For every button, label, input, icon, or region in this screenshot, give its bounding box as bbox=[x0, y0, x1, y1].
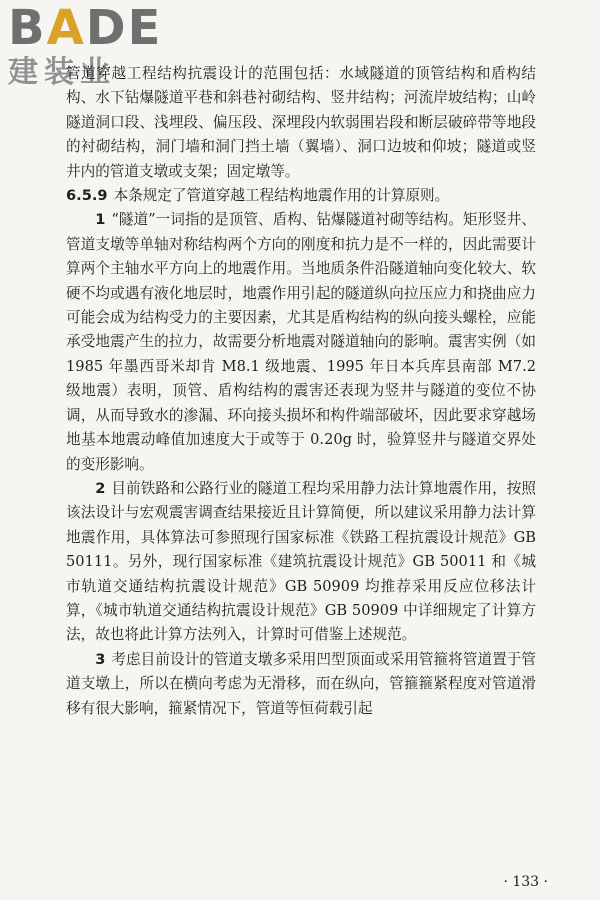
item-1 bbox=[66, 208, 536, 476]
logo-subtitle: 建装业 bbox=[8, 55, 116, 90]
section-heading-659 bbox=[66, 184, 536, 208]
item-3 bbox=[66, 648, 536, 721]
page-number: · 133 · bbox=[503, 874, 548, 890]
item-2 bbox=[66, 477, 536, 648]
logo-bade bbox=[8, 0, 163, 56]
logo-letters: DE bbox=[85, 0, 163, 56]
item-text: “隧道”一词指的是顶管、盾构、钻爆隧道衬砌等结构。矩形竖井、管道支墩等单轴对称结构两个方向的刚度和抗力是不一样的，因此需要计算两个主轴水平方向上的地震作用。当地质条件沿隧道轴向变化较大、软硬不均或遇有液化地层时，地震作用引起的隧道纵向拉压应力和挠曲应力可能会成为结构受力的主要因素，尤其是盾构结构的纵向接头螺栓，应能承受地震产生的拉力，故需要分析地震对隧道轴向的影响。震害实例（如 1985 年墨西哥米却肯 M8.1 级地震、1995 年日本兵库县南部 M7.2 级地震）表明，顶管、盾构结构的震害还表现为竖井与隧道的变位不协调，从而导致水的渗漏、环向接头损坏和构件端部破坏，因此要求穿越场地基本地震动峰值加速度大于或等于 0.20g 时，验算竖井与隧道交界处的变形影响。 bbox=[66, 211, 536, 473]
document-body bbox=[66, 62, 536, 721]
item-number: 1 bbox=[95, 211, 106, 229]
section-number: 6.5.9 bbox=[66, 187, 108, 205]
item-number: 3 bbox=[95, 650, 106, 668]
paragraph-intro: 管道穿越工程结构抗震设计的范围包括：水域隧道的顶管结构和盾构结构、水下钻爆隧道平巷和斜巷衬砌结构、竖井结构；河流岸坡结构；山岭隧道洞口段、浅埋段、偏压段、深埋段内软弱围岩段和断层破碎带等地段的衬砌结构，洞门墙和洞门挡土墙（翼墙）、洞口边坡和仰坡；隧道或竖井内的管道支墩或支架；固定墩等。 bbox=[66, 65, 536, 180]
logo-letter: B bbox=[8, 0, 47, 56]
item-number: 2 bbox=[95, 479, 106, 497]
section-text: 本条规定了管道穿越工程结构地震作用的计算原则。 bbox=[113, 187, 450, 205]
item-text: 考虑目前设计的管道支墩多采用凹型顶面或采用管箍将管道置于管道支墩上，所以在横向考虑为无滑移，而在纵向，管箍箍紧程度对管道滑移有很大影响，箍紧情况下，管道等恒荷载引起 bbox=[66, 650, 536, 717]
logo-accent-letter: A bbox=[46, 0, 86, 56]
item-text: 目前铁路和公路行业的隧道工程均采用静力法计算地震作用，按照该法设计与宏观震害调查结果接近且计算简便，所以建议采用静力法计算地震作用，具体算法可参照现行国家标准《铁路工程抗震设计规范》GB 50111。另外，现行国家标准《建筑抗震设计规范》GB 50011 和《城市轨道交通结构抗震设计规范》GB 50909 均推荐采用反应位移法计算，《城市轨道交通结构抗震设计规范》GB 50909 中详细规定了计算方法，故也将此计算方法列入，计算时可借鉴上述规范。 bbox=[66, 479, 536, 644]
